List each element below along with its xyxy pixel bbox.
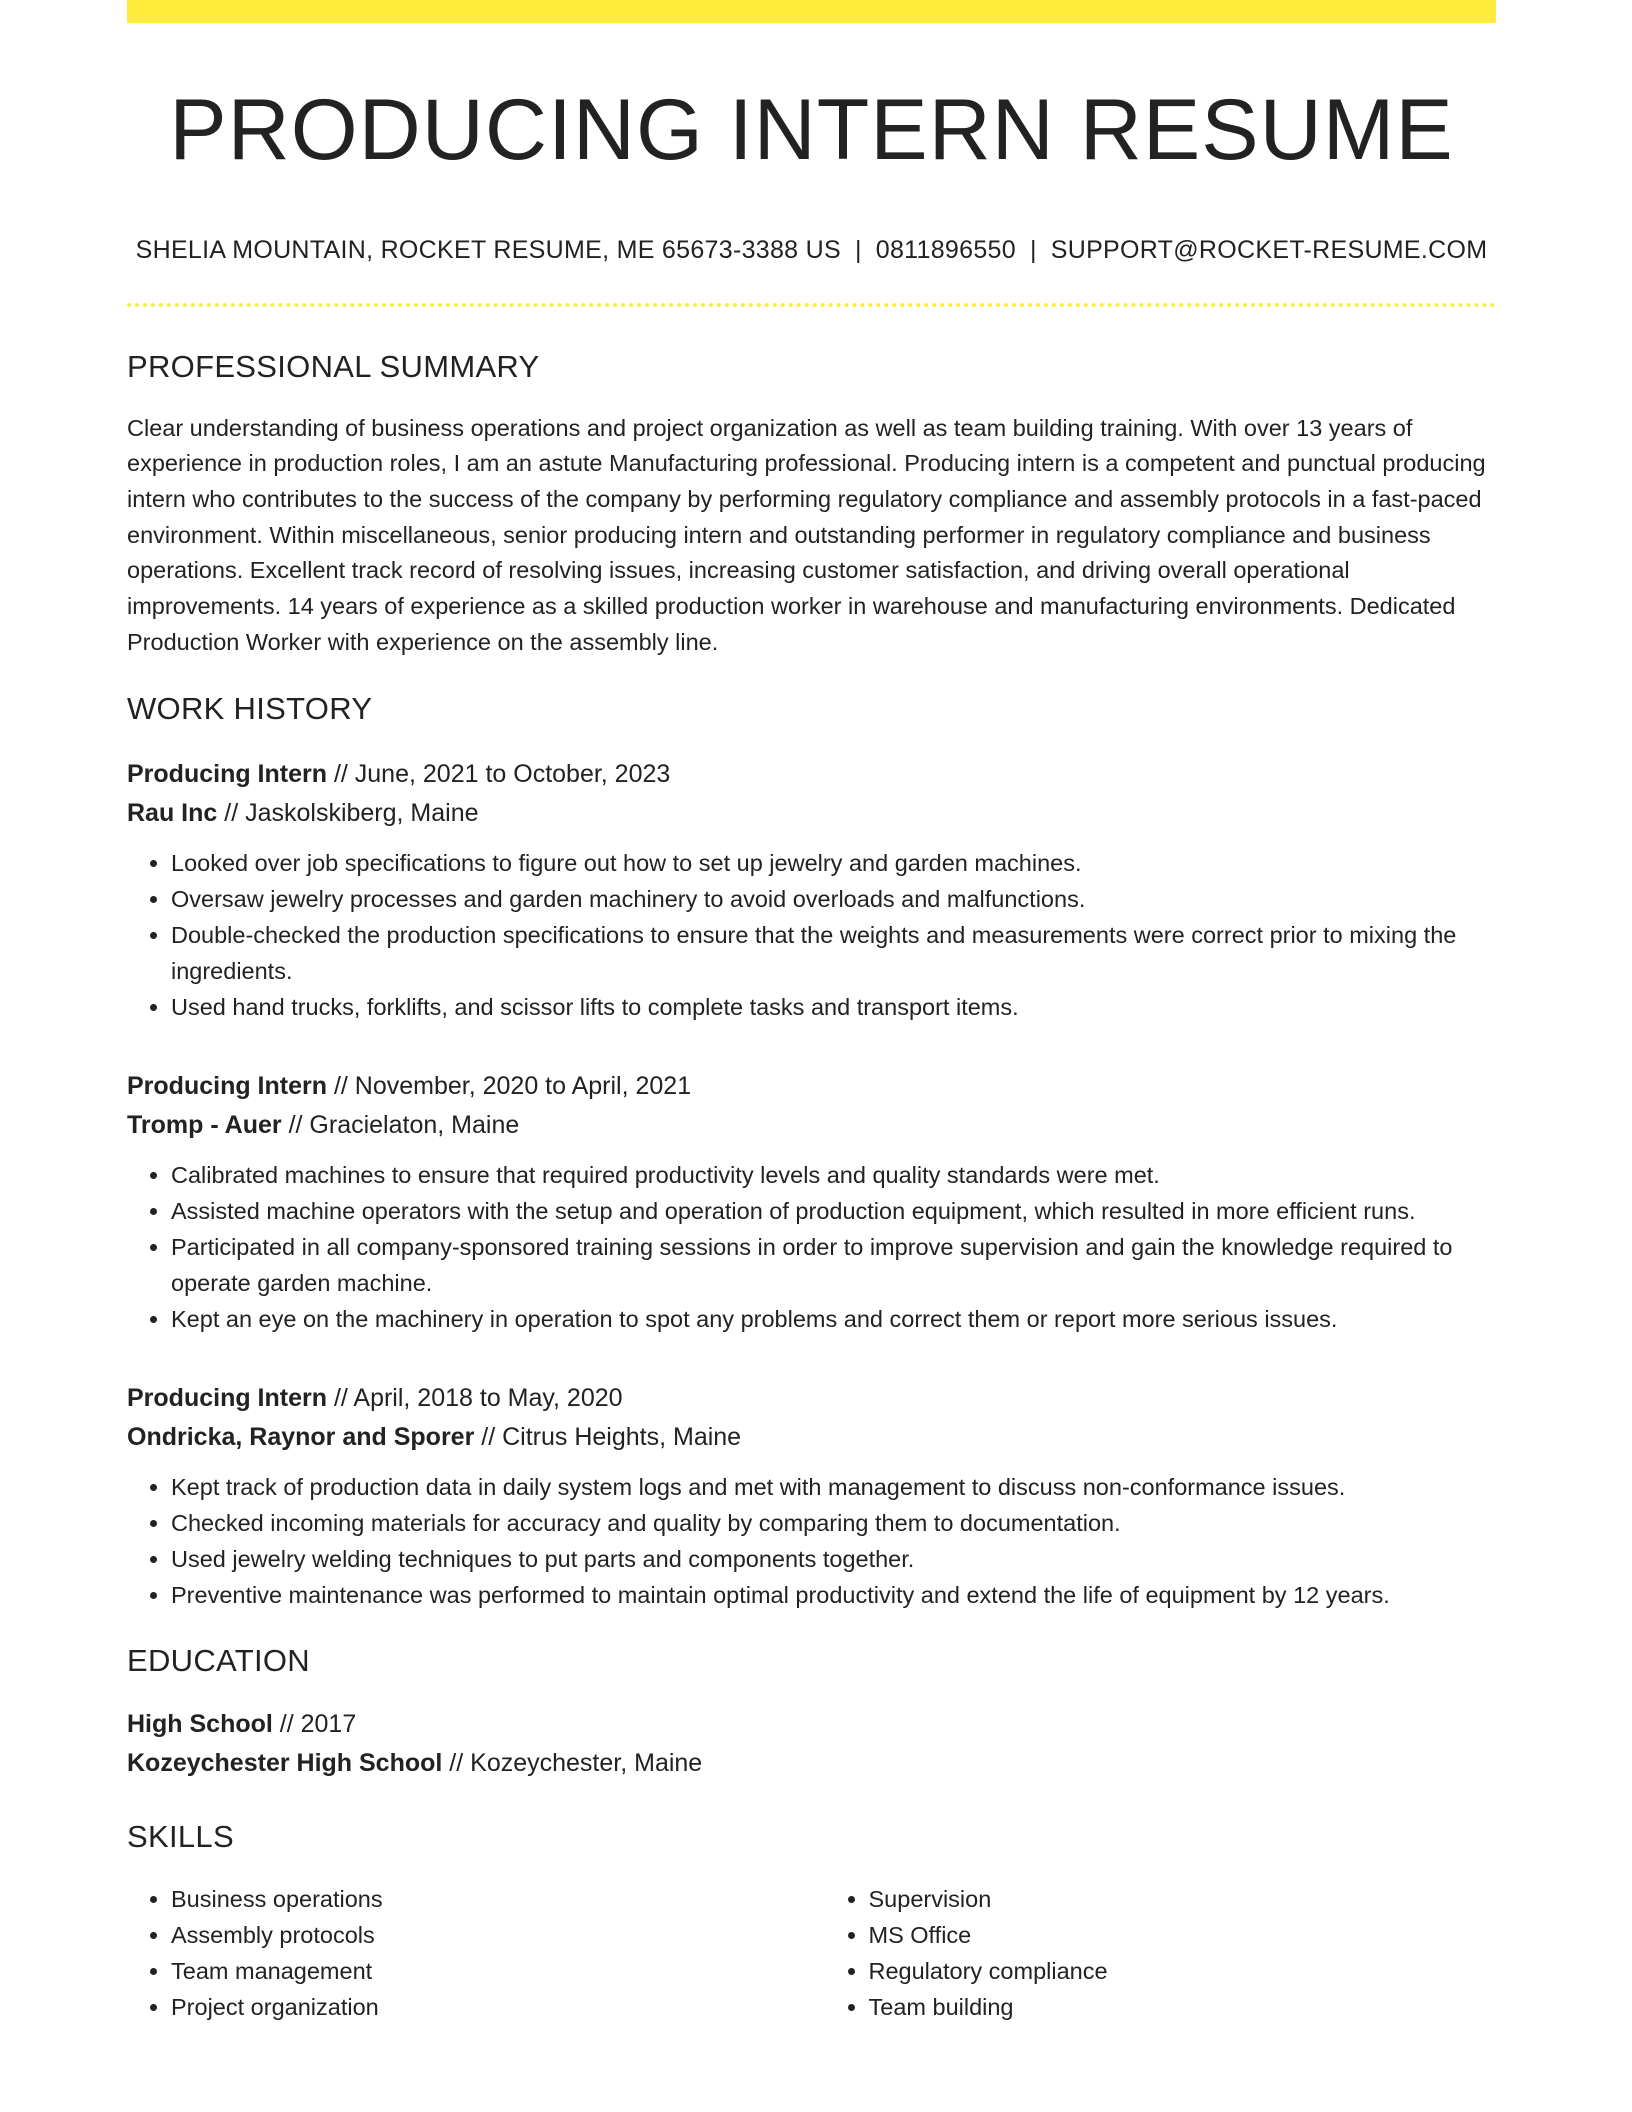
education-school: Kozeychester High School <box>127 1748 443 1777</box>
job-bullet: • Looked over job specifications to figure out how to set up jewelry and garden machines. <box>171 845 1496 881</box>
job-bullet: • Used jewelry welding techniques to put parts and components together. <box>171 1541 1496 1577</box>
skill-item: • MS Office <box>869 1917 1497 1953</box>
job-entry <box>127 755 1496 1025</box>
job-bullets <box>127 1157 1496 1337</box>
job-bullet: • Participated in all company-sponsored training sessions in order to improve supervision and gain the knowledge required to operate garden machine. <box>171 1229 1496 1301</box>
dotted-divider <box>127 303 1496 307</box>
job-bullet: • Used hand trucks, forklifts, and scissor lifts to complete tasks and transport items. <box>171 989 1496 1025</box>
job-dates: // June, 2021 to October, 2023 <box>327 759 671 788</box>
job-bullet: • Kept an eye on the machinery in operation to spot any problems and correct them or report more serious issues. <box>171 1301 1496 1337</box>
job-company: Ondricka, Raynor and Sporer <box>127 1422 475 1451</box>
summary-heading: PROFESSIONAL SUMMARY <box>127 348 540 384</box>
job-company-line <box>127 1106 1496 1145</box>
skills-list <box>127 1881 1496 2025</box>
skills-heading: SKILLS <box>127 1818 234 1854</box>
contact-email: SUPPORT@ROCKET-RESUME.COM <box>1050 235 1488 264</box>
job-title-line <box>127 1067 1496 1106</box>
skill-item: • Team management <box>171 1953 799 1989</box>
skill-item: • Team building <box>869 1989 1497 2025</box>
job-bullet: • Assisted machine operators with the setup and operation of production equipment, which resulted in more efficient runs. <box>171 1193 1496 1229</box>
resume-title: PRODUCING INTERN RESUME <box>169 82 1454 178</box>
work-history-heading: WORK HISTORY <box>127 690 373 726</box>
contact-line <box>127 236 1496 265</box>
skills-column-right <box>799 1881 1497 2025</box>
accent-top-bar <box>127 0 1496 23</box>
job-title: Producing Intern <box>127 1383 327 1412</box>
job-bullet: • Checked incoming materials for accuracy and quality by comparing them to documentation. <box>171 1505 1496 1541</box>
job-company-line <box>127 794 1496 833</box>
job-bullet: • Kept track of production data in daily system logs and met with management to discuss non-conformance issues. <box>171 1469 1496 1505</box>
job-bullet: • Double-checked the production specifications to ensure that the weights and measurements were correct prior to mixing the ingredients. <box>171 917 1496 989</box>
education-degree: High School <box>127 1709 273 1738</box>
job-bullet: • Oversaw jewelry processes and garden machinery to avoid overloads and malfunctions. <box>171 881 1496 917</box>
education-entry <box>127 1705 1496 1783</box>
job-entry <box>127 1067 1496 1337</box>
contact-separator: | <box>1029 235 1037 264</box>
education-degree-line <box>127 1705 1496 1744</box>
job-title-line <box>127 1379 1496 1418</box>
summary-text: Clear understanding of business operations and project organization as well as team building training. With over 13 years of experience in production roles, I am an astute Manufacturing professional. Producing intern is a competent and punctual producing intern who contributes to the success of the company by performing regulatory compliance and assembly protocols in a fast-paced environment. Within miscellaneous, senior producing intern and outstanding performer in regulatory compliance and business operations. Excellent track record of resolving issues, increasing customer satisfaction, and driving overall operational improvements. 14 years of experience as a skilled production worker in warehouse and manufacturing environments. Dedicated Production Worker with experience on the assembly line. <box>127 414 1486 655</box>
job-title: Producing Intern <box>127 1071 327 1100</box>
resume-page <box>127 0 1496 2025</box>
job-entry <box>127 1379 1496 1613</box>
job-location: // Jaskolskiberg, Maine <box>217 798 479 827</box>
contact-phone: 0811896550 <box>875 235 1016 264</box>
job-bullet: • Calibrated machines to ensure that required productivity levels and quality standards were met. <box>171 1157 1496 1193</box>
job-bullet: • Preventive maintenance was performed to maintain optimal productivity and extend the life of equipment by 12 years. <box>171 1577 1496 1613</box>
job-company-line <box>127 1418 1496 1457</box>
contact-separator: | <box>854 235 862 264</box>
education-school-line <box>127 1744 1496 1783</box>
job-title: Producing Intern <box>127 759 327 788</box>
job-company: Rau Inc <box>127 798 218 827</box>
skill-item: • Supervision <box>869 1881 1497 1917</box>
job-bullets <box>127 1469 1496 1613</box>
education-heading: EDUCATION <box>127 1642 310 1678</box>
job-company: Tromp - Auer <box>127 1110 282 1139</box>
job-title-line <box>127 755 1496 794</box>
skill-item: • Project organization <box>171 1989 799 2025</box>
job-location: // Citrus Heights, Maine <box>474 1422 742 1451</box>
education-location: // Kozeychester, Maine <box>442 1748 703 1777</box>
job-location: // Gracielaton, Maine <box>281 1110 520 1139</box>
skill-item: • Business operations <box>171 1881 799 1917</box>
job-bullets <box>127 845 1496 1025</box>
skills-column-left <box>127 1881 799 2025</box>
skill-item: • Regulatory compliance <box>869 1953 1497 1989</box>
contact-address: SHELIA MOUNTAIN, ROCKET RESUME, ME 65673-3388 US <box>135 235 841 264</box>
skill-item: • Assembly protocols <box>171 1917 799 1953</box>
job-dates: // April, 2018 to May, 2020 <box>327 1383 623 1412</box>
job-dates: // November, 2020 to April, 2021 <box>327 1071 692 1100</box>
education-year: // 2017 <box>272 1709 357 1738</box>
